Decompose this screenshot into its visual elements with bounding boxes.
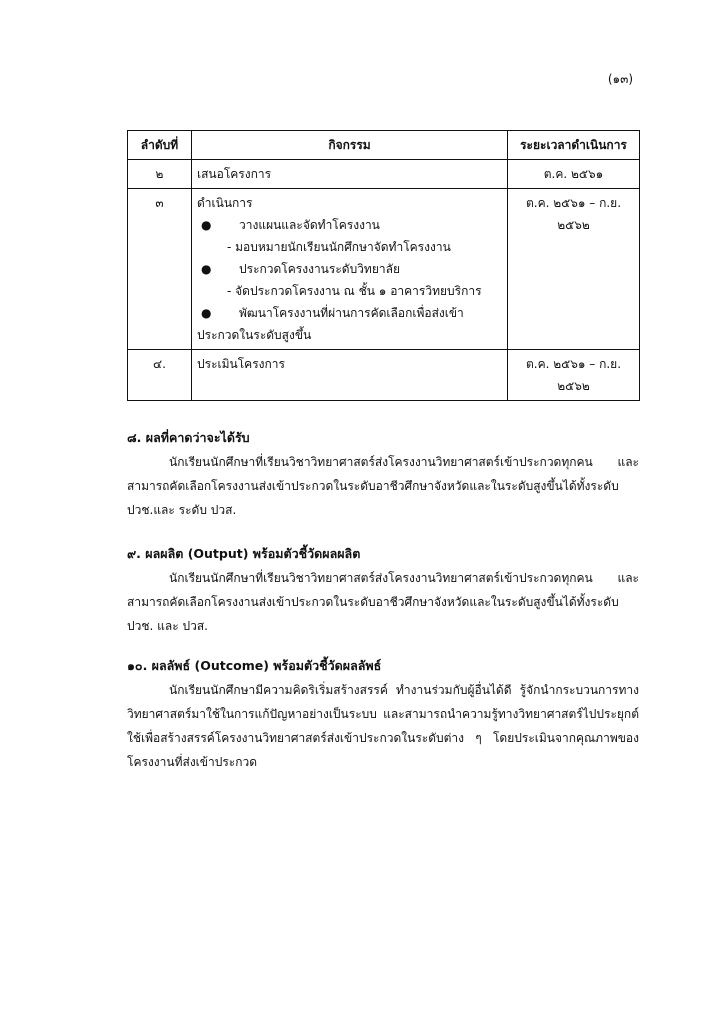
row-activity [192,189,508,350]
bullet-sub-item: - จัดประกวดโครงงาน ณ ชั้น ๑ อาคารวิทยบริการ [227,284,482,298]
row-activity: ประเมินโครงการ [192,350,508,401]
section-outcome [127,654,639,774]
duration-line: ต.ค. ๒๕๖๑ – ก.ย. [525,357,622,371]
bullet-continuation: ประกวดในระดับสูงขึ้น [197,328,312,342]
row-no: ๔. [128,350,192,401]
bullet-dot-icon: ● [201,218,212,232]
header-duration: ระยะเวลาดำเนินการ [508,131,640,160]
section-heading: ๘. ผลที่คาดว่าจะได้รับ [127,430,250,445]
duration-line: ต.ค. ๒๕๖๑ [543,167,604,181]
bullet-item [197,258,502,280]
row-activity: เสนอโครงการ [192,160,508,189]
bullet-text: ประกวดโครงงานระดับวิทยาลัย [239,262,400,276]
row-duration [508,160,640,189]
section-body: นักเรียนนักศึกษามีความคิดริเริ่มสร้างสรรค์ ทำงานร่วมกับผู้อื่นได้ดี รู้จักนำกระบวนการทางวิทยาศาสตร์มาใช้ในการแก้ปัญหาอย่างเป็นระบบ และสามารถนำความรู้ทางวิทยาศาสตร์ไปประยุกต์ใช้เพื่อสร้างสรรค์โครงงานวิทยาศาสตร์ส่งเข้าประกวดในระดับต่าง ๆ โดยประเมินจากคุณภาพของโครงงานที่ส่งเข้าประกวด [127,683,639,769]
duration-line: ต.ค. ๒๕๖๑ – ก.ย. [525,196,622,210]
section-heading: ๑๐. ผลลัพธ์ (Outcome) พร้อมตัวชี้วัดผลลัพธ์ [127,658,382,673]
activity-table [127,130,640,401]
table-row [128,160,640,189]
header-activity: กิจกรรม [192,131,508,160]
section-expected-results [127,426,639,522]
bullet-sub-item: - มอบหมายนักเรียนนักศึกษาจัดทำโครงงาน [227,240,451,254]
page-number: (๑๓) [607,72,633,86]
bullet-dot-icon: ● [201,262,212,276]
row-no: ๒ [128,160,192,189]
header-no: ลำดับที่ [128,131,192,160]
bullet-item [197,214,502,236]
duration-line: ๒๕๖๒ [557,379,590,393]
section-body: นักเรียนนักศึกษาที่เรียนวิชาวิทยาศาสตร์ส่งโครงงานวิทยาศาสตร์เข้าประกวดทุกคน และสามารถคัดเลือกโครงงานส่งเข้าประกวดในระดับอาชีวศึกษาจังหวัดและในระดับสูงขึ้นได้ทั้งระดับ ปวช. และ ปวส. [127,571,639,633]
row-duration [508,189,640,350]
activity-title: ดำเนินการ [197,196,253,210]
table-header-row [128,131,640,160]
bullet-text: วางแผนและจัดทำโครงงาน [239,218,380,232]
row-no: ๓ [128,189,192,350]
section-body: นักเรียนนักศึกษาที่เรียนวิชาวิทยาศาสตร์ส่งโครงงานวิทยาศาสตร์เข้าประกวดทุกคน และสามารถคัดเลือกโครงงานส่งเข้าประกวดในระดับอาชีวศึกษาจังหวัดและในระดับสูงขึ้นได้ทั้งระดับ ปวช.และ ระดับ ปวส. [127,455,639,517]
table-row [128,189,640,350]
section-output [127,542,639,638]
bullet-item [197,302,502,324]
duration-line: ๒๕๖๒ [557,218,590,232]
section-heading: ๙. ผลผลิต (Output) พร้อมตัวชี้วัดผลผลิต [127,546,361,561]
bullet-text: พัฒนาโครงงานที่ผ่านการคัดเลือกเพื่อส่งเข้า [239,306,464,320]
table-row [128,350,640,401]
bullet-dot-icon: ● [201,306,212,320]
row-duration [508,350,640,401]
